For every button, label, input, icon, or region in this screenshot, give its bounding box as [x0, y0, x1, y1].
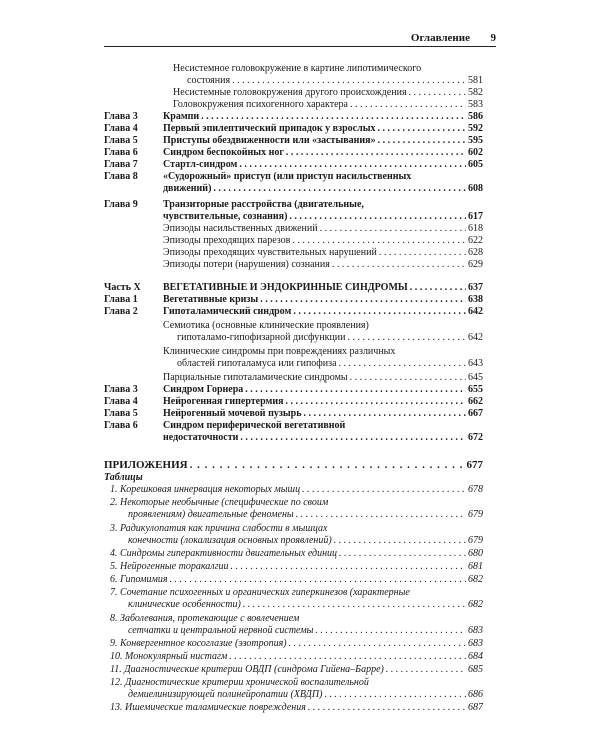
- table-entry-text: 4. Синдромы гиперактивности двигательных единиц: [110, 548, 338, 559]
- toc-page-number: 679: [468, 509, 483, 520]
- toc-page-number: 592: [468, 123, 483, 134]
- toc-page-number: 682: [468, 599, 483, 610]
- toc-page-number: 687: [468, 702, 483, 713]
- chapter-title: Нейрогенная гипертермия: [163, 396, 284, 407]
- table-entry-text: 12. Диагностические критерии хронической воспалительной: [110, 677, 369, 688]
- table-entry-text: 1. Корешковая иннервация некоторых мышц: [110, 484, 301, 495]
- table-entry-text: 5. Нейрогенные торакалгии: [110, 561, 229, 572]
- table-entry-text: клинические особенности): [128, 599, 241, 610]
- chapter-label: Глава 5: [104, 135, 138, 146]
- table-entry-text: 2. Некоторые необычные (специфические по своим: [110, 497, 329, 508]
- chapter-label: Глава 1: [104, 294, 138, 305]
- chapter-label: Глава 6: [104, 147, 138, 158]
- chapter-title: чувствительные, сознания): [163, 211, 288, 222]
- toc-entry-text: Клинические синдромы при повреждениях различных: [163, 346, 396, 357]
- toc-page-number: 645: [468, 372, 483, 383]
- chapter-title: Первый эпилептический припадок у взрослых: [163, 123, 376, 134]
- toc-page-number: 602: [468, 147, 483, 158]
- tables-label: Таблицы: [104, 472, 143, 483]
- toc-page-number: 618: [468, 223, 483, 234]
- toc-page-number: 667: [468, 408, 483, 419]
- chapter-title: недостаточности: [163, 432, 239, 443]
- toc-entry-text: Эпизоды преходящих чувствительных нарушений: [163, 247, 377, 258]
- toc-page-number: 681: [468, 561, 483, 572]
- chapter-label: Глава 4: [104, 396, 138, 407]
- part-title: ВЕГЕТАТИВНЫЕ И ЭНДОКРИННЫЕ СИНДРОМЫ: [163, 282, 408, 293]
- toc-page-number: 628: [468, 247, 483, 258]
- toc-page-number: 642: [468, 306, 483, 317]
- toc-page-number: 622: [468, 235, 483, 246]
- chapter-title: Крампи: [163, 111, 200, 122]
- toc-entry-text: Эпизоды преходящих парезов: [163, 235, 291, 246]
- toc-entry-text: Головокружения психогенного характера: [173, 99, 348, 110]
- table-entry-text: 9. Конвергентное косоглазие (эзотропия): [110, 638, 287, 649]
- chapter-title: Синдром периферической вегетативной: [163, 420, 346, 431]
- chapter-title: Транзиторные расстройства (двигательные,: [163, 199, 364, 210]
- toc-page-number: 629: [468, 259, 483, 270]
- chapter-label: Глава 6: [104, 420, 138, 431]
- toc-page-number: 608: [468, 183, 483, 194]
- toc-page-number: 642: [468, 332, 483, 343]
- chapter-label: Глава 9: [104, 199, 138, 210]
- toc-entry-text: Несистемные головокружения другого происхождения: [173, 87, 407, 98]
- toc-page-number: 581: [468, 75, 483, 86]
- running-header: [104, 30, 496, 47]
- chapter-title: Вегетативные кризы: [163, 294, 259, 305]
- chapter-label: Глава 2: [104, 306, 138, 317]
- toc-page-number: 684: [468, 651, 483, 662]
- toc-entry-text: Несистемное головокружение в картине липотимического: [173, 63, 422, 74]
- toc-page-number: 677: [466, 459, 483, 471]
- toc-page-number: 605: [468, 159, 483, 170]
- toc-page-number: 679: [468, 535, 483, 546]
- table-entry-text: 8. Заболевания, протекающие с вовлечением: [110, 613, 300, 624]
- table-entry-text: 6. Гипомимия: [110, 574, 168, 585]
- toc-page-number: 643: [468, 358, 483, 369]
- table-entry-text: конечности (локализация основных проявлений): [128, 535, 332, 546]
- chapter-title: Синдром беспокойных ног: [163, 147, 284, 158]
- toc-page-number: 586: [468, 111, 483, 122]
- toc-page-number: 680: [468, 548, 483, 559]
- toc-page-number: 686: [468, 689, 483, 700]
- chapter-title: движений): [163, 183, 212, 194]
- chapter-title: Стартл-синдром: [163, 159, 238, 170]
- chapter-title: Гипоталамический синдром: [163, 306, 292, 317]
- table-entry-text: демиелинизирующей полинейропатии (ХВДП): [128, 689, 323, 700]
- toc-page-number: 662: [468, 396, 483, 407]
- table-entry-text: 13. Ишемические таламические повреждения: [110, 702, 306, 713]
- table-entry-text: 10. Монокулярный нистагм: [110, 651, 228, 662]
- toc-entry-text: областей гипоталамуса или гипофиза: [177, 358, 337, 369]
- header-page-number: 9: [490, 32, 496, 44]
- toc-entry-text: гипоталамо-гипофизарной дисфункции: [177, 332, 346, 343]
- chapter-title: Синдром Горнера: [163, 384, 244, 395]
- toc-page-number: 583: [468, 99, 483, 110]
- appendix-title: ПРИЛОЖЕНИЯ: [104, 459, 188, 471]
- table-entry-text: 11. Диагностические критерии ОВДП (синдрома Гийена–Барре): [110, 664, 384, 675]
- chapter-label: Глава 7: [104, 159, 138, 170]
- chapter-label: Глава 8: [104, 171, 138, 182]
- toc-page-number: 682: [468, 574, 483, 585]
- chapter-title: Нейрогенный мочевой пузырь: [163, 408, 302, 419]
- toc-entry-text: состояния: [187, 75, 231, 86]
- toc-page-number: 678: [468, 484, 483, 495]
- toc-entry-text: Парциальные гипоталамические синдромы: [163, 372, 348, 383]
- toc-page-number: 655: [468, 384, 483, 395]
- chapter-label: Глава 3: [104, 384, 138, 395]
- toc-entry-text: Эпизоды потери (нарушения) сознания: [163, 259, 330, 270]
- toc-page-number: 683: [468, 638, 483, 649]
- chapter-label: Глава 3: [104, 111, 138, 122]
- toc-page-number: 595: [468, 135, 483, 146]
- toc-page-number: 637: [468, 282, 483, 293]
- toc-entry-text: Семиотика (основные клинические проявления): [163, 320, 369, 331]
- table-entry-text: 3. Радикулопатия как причина слабости в мышцах: [110, 523, 328, 534]
- toc-page-number: 672: [468, 432, 483, 443]
- chapter-title: Приступы обездвиженности или «застывания»: [163, 135, 376, 146]
- table-entry-text: проявлениям) двигательные феномены: [128, 509, 294, 520]
- toc-page-number: 617: [468, 211, 483, 222]
- toc-page-number: 685: [468, 664, 483, 675]
- toc-page-number: 582: [468, 87, 483, 98]
- chapter-label: Глава 4: [104, 123, 138, 134]
- part-label: Часть X: [104, 282, 141, 293]
- table-entry-text: 7. Сочетание психогенных и органических гиперкинезов (характерные: [110, 587, 410, 598]
- table-entry-text: сетчатки и центральной нервной системы: [128, 625, 314, 636]
- chapter-title: «Судорожный» приступ (или приступ насильственных: [163, 171, 412, 182]
- toc-page-number: 638: [468, 294, 483, 305]
- toc-page-number: 683: [468, 625, 483, 636]
- chapter-label: Глава 5: [104, 408, 138, 419]
- toc-entry-text: Эпизоды насильственных движений: [163, 223, 318, 234]
- header-section-title: Оглавление: [410, 32, 470, 44]
